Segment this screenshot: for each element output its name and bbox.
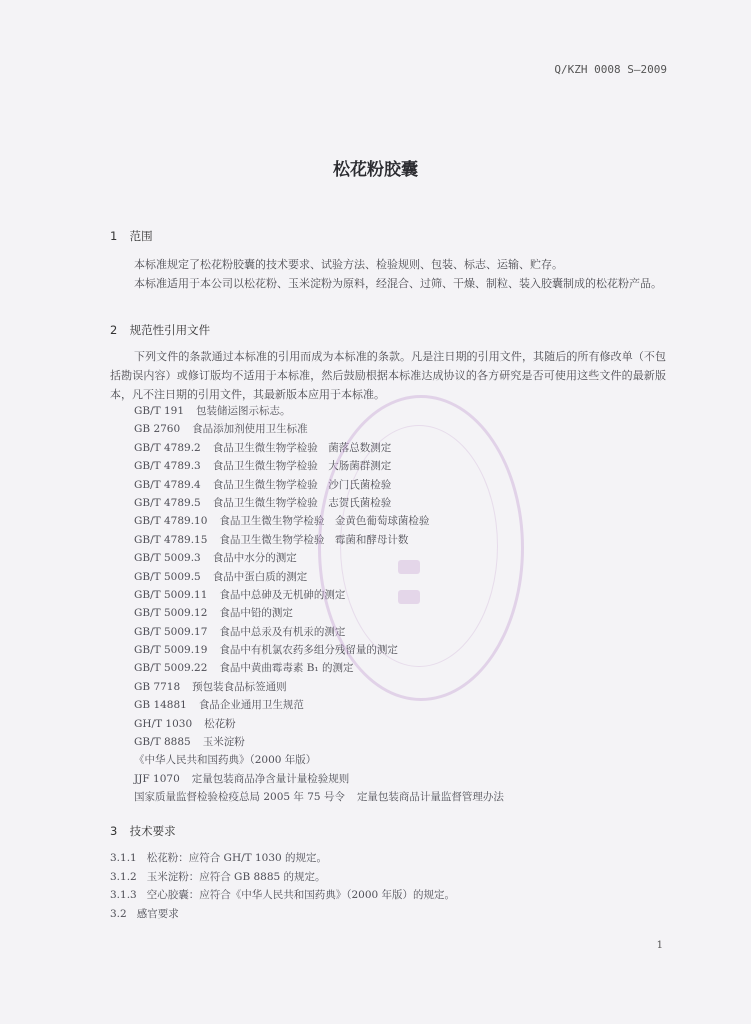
reference-item: GB/T 4789.4 食品卫生微生物学检验 沙门氏菌检验 [134,478,392,491]
requirement-item: 3.1.3 空心胶囊：应符合《中华人民共和国药典》（2000 年版）的规定。 [110,889,456,901]
reference-item: GB/T 4789.15 食品卫生微生物学检验 霉菌和酵母计数 [134,533,409,546]
reference-item: GB/T 5009.17 食品中总汞及有机汞的测定 [134,625,346,638]
reference-item: GB/T 5009.19 食品中有机氯农药多组分残留量的测定 [134,644,398,657]
section-3-heading [110,823,176,839]
reference-item: GH/T 1030 松花粉 [134,717,236,730]
reference-item: GB/T 8885 玉米淀粉 [134,736,245,749]
requirement-item: 3.1.1 松花粉：应符合 GH/T 1030 的规定。 [110,852,328,864]
reference-item: GB/T 191 包装储运图示标志。 [134,405,291,417]
reference-item: GB/T 4789.5 食品卫生微生物学检验 志贺氏菌检验 [134,496,392,509]
page-number: 1 [656,940,663,951]
requirements-list [110,849,455,923]
section-2-heading [110,322,210,338]
section-number: 1 [110,229,118,243]
reference-item: GB/T 5009.3 食品中水分的测定 [134,552,297,565]
document-code: Q/KZH 0008 S—2009 [554,63,667,76]
reference-item: 《中华人民共和国药典》（2000 年版） [134,754,317,767]
reference-item: GB/T 5009.5 食品中蛋白质的测定 [134,570,308,583]
requirement-item: 3.2 感官要求 [110,907,179,920]
scope-paragraph-1: 本标准规定了松花粉胶囊的技术要求、试验方法、检验规则、包装、标志、运输、贮存。 [134,258,563,271]
reference-item: JJF 1070 定量包装商品净含量计量检验规则 [134,772,350,785]
section-title: 技术要求 [129,824,176,838]
reference-item: GB 2760 食品添加剂使用卫生标准 [134,423,308,436]
section-number: 2 [110,323,118,337]
reference-item: GB/T 4789.3 食品卫生微生物学检验 大肠菌群测定 [134,460,392,473]
scope-paragraph-2: 本标准适用于本公司以松花粉、玉米淀粉为原料，经混合、过筛、干燥、制粒、装入胶囊制成的松花粉产品。 [134,277,662,290]
references-intro: 下列文件的条款通过本标准的引用而成为本标准的条款。凡是注日期的引用文件，其随后的所有修改单（不包括勘误内容）或修订版均不适用于本标准，然后鼓励根据本标准达成协议的各方研究是否可使用这些文件的最新版本，凡不注日期的引用文件，其最新版本应用于本标准。 [110,350,666,401]
reference-item: GB 7718 预包装食品标签通则 [134,680,287,693]
reference-item: GB/T 5009.22 食品中黄曲霉毒素 B₁ 的测定 [134,662,354,675]
section-title: 规范性引用文件 [129,323,211,337]
reference-list [134,402,504,807]
reference-item: 国家质量监督检验检疫总局 2005 年 75 号令 定量包装商品计量监督管理办法 [134,791,504,804]
reference-item: GB/T 5009.12 食品中铅的测定 [134,607,293,620]
reference-item: GB/T 4789.10 食品卫生微生物学检验 金黄色葡萄球菌检验 [134,515,430,528]
reference-item: GB/T 4789.2 食品卫生微生物学检验 菌落总数测定 [134,441,392,454]
reference-item: GB/T 5009.11 食品中总砷及无机砷的测定 [134,588,346,601]
section-title: 范围 [129,229,153,243]
requirement-item: 3.1.2 玉米淀粉：应符合 GB 8885 的规定。 [110,870,326,883]
section-1-heading [110,228,153,244]
section-number: 3 [110,824,118,838]
document-title: 松花粉胶囊 [333,160,418,180]
reference-item: GB 14881 食品企业通用卫生规范 [134,699,304,712]
